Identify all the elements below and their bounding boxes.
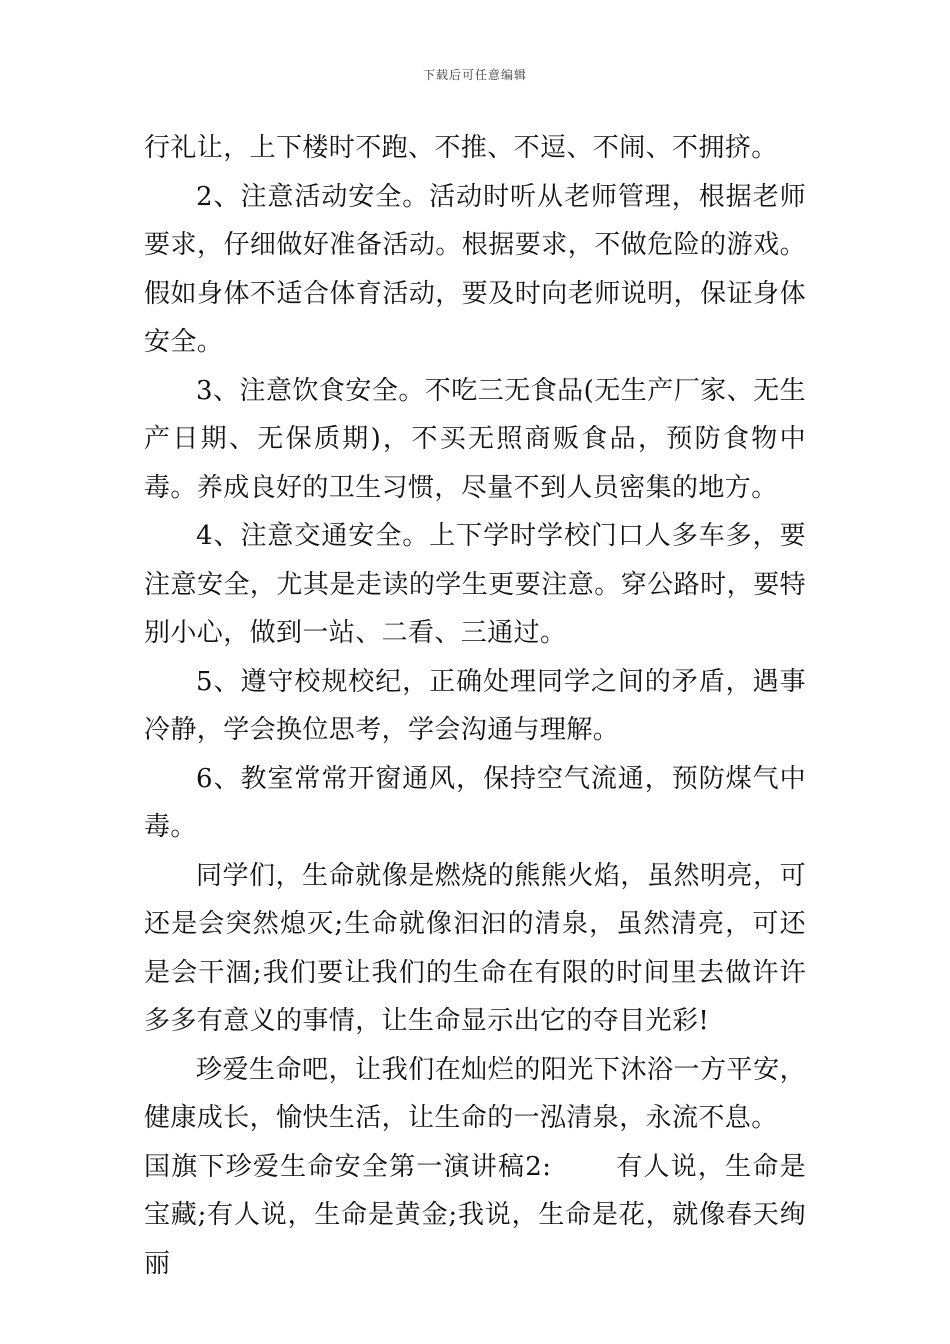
paragraph-1: 行礼让，上下楼时不跑、不推、不逗、不闹、不拥挤。 bbox=[144, 133, 778, 163]
paragraph-4: 4、注意交通安全。上下学时学校门口人多车多，要注意安全，尤其是走读的学生更要注意。穿公路时，要特别小心，做到一站、二看、三通过。 bbox=[144, 521, 806, 648]
paragraph-8: 珍爱生命吧，让我们在灿烂的阳光下沐浴一方平安，健康成长，愉快生活，让生命的一泓清泉，永流不息。 bbox=[144, 1054, 806, 1133]
paragraph-5: 5、遵守校规校纪，正确处理同学之间的矛盾，遇事冷静，学会换位思考，学会沟通与理解。 bbox=[144, 666, 806, 745]
speech-title: 国旗下珍爱生命安全第一演讲稿2: bbox=[144, 1151, 552, 1182]
page-header: 下载后可任意编辑 bbox=[422, 68, 527, 82]
paragraph-9 bbox=[144, 1143, 806, 1289]
document-body bbox=[144, 124, 806, 1288]
paragraph-6: 6、教室常常开窗通风，保持空气流通，预防煤气中毒。 bbox=[144, 763, 806, 842]
paragraph-2: 2、注意活动安全。活动时听从老师管理，根据老师要求，仔细做好准备活动。根据要求，不做危险的游戏。假如身体不适合体育活动，要及时向老师说明，保证身体安全。 bbox=[144, 181, 806, 357]
paragraph-7: 同学们，生命就像是燃烧的熊熊火焰，虽然明亮，可还是会突然熄灭;生命就像汩汩的清泉，虽然清亮，可还是会干涸;我们要让我们的生命在有限的时间里去做许许多多有意义的事情，让生命显示出它的夺目光彩! bbox=[144, 860, 806, 1036]
paragraph-3: 3、注意饮食安全。不吃三无食品(无生产厂家、无生产日期、无保质期)，不买无照商贩食品，预防食物中毒。养成良好的卫生习惯，尽量不到人员密集的地方。 bbox=[144, 375, 806, 503]
speech-opening: 有人说，生命是宝藏;有人说，生命是黄金;我说，生命是花，就像春天绚丽 bbox=[144, 1151, 806, 1279]
